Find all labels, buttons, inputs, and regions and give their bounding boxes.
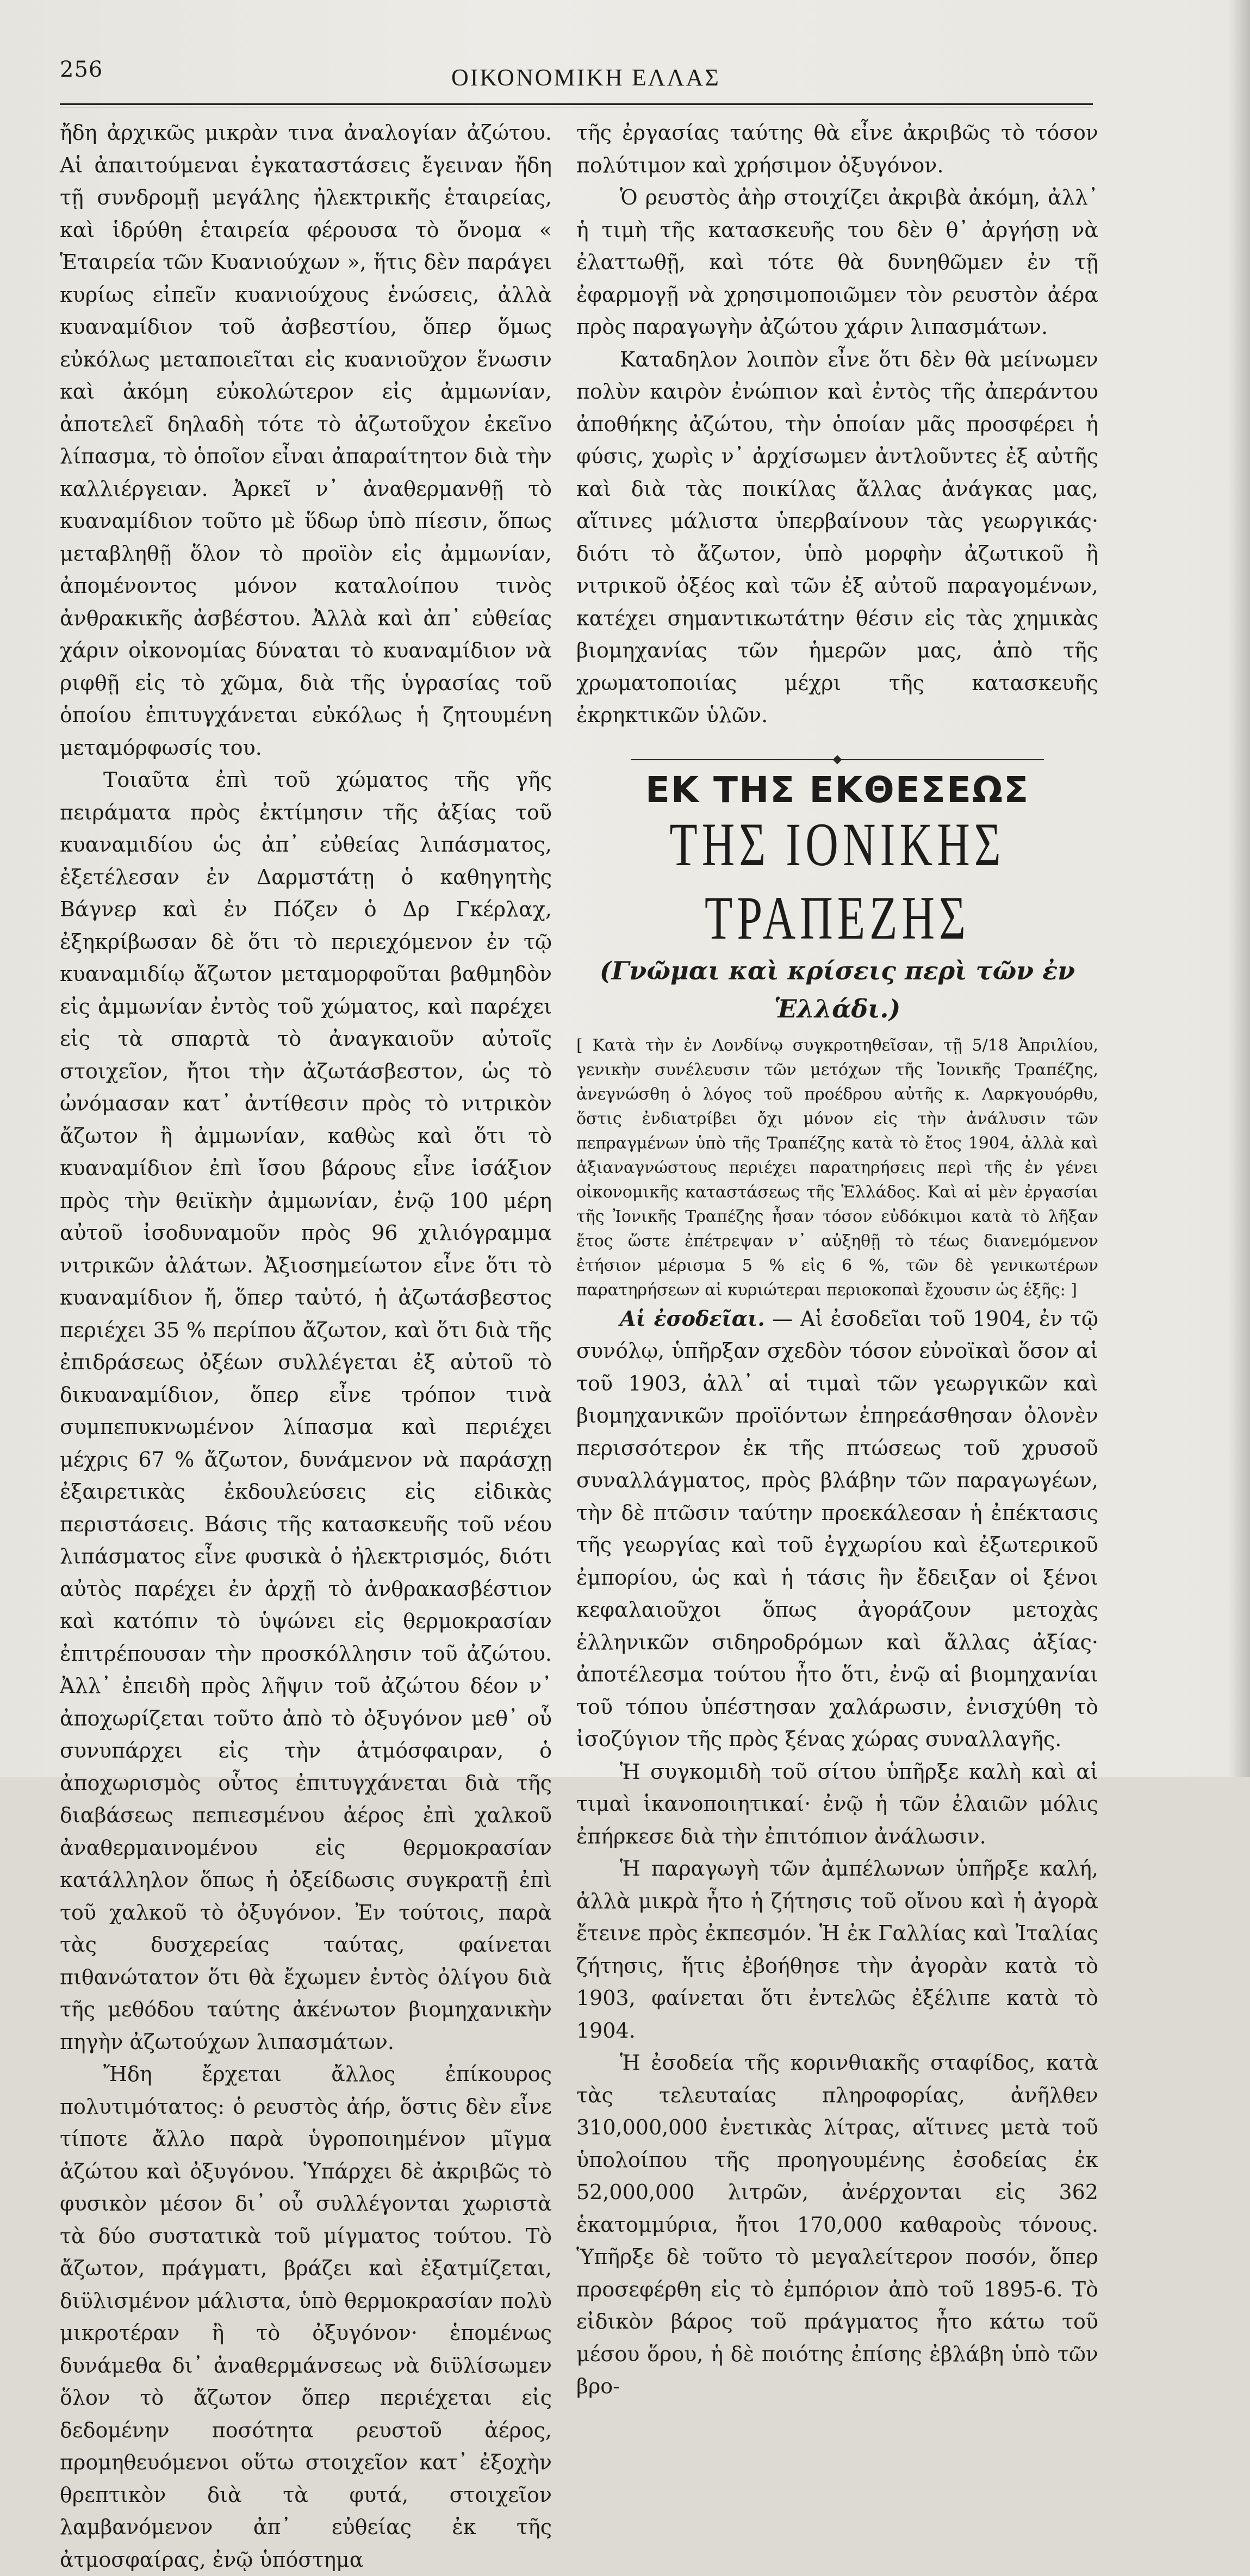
section-divider [631, 759, 1044, 760]
section-subtitle: (Γνῶμαι καὶ κρίσεις περὶ τῶν ἐν Ἑλλάδι.) [599, 955, 1075, 1023]
right-paragraph-1: τῆς ἐργασίας ταύτης θὰ εἶνε ἀκριβῶς τὸ τόσον πολύτιμον καὶ χρήσιμον ὀξυγόνον. [576, 121, 1098, 177]
wheat-paragraph: Ἡ συγκομιδὴ τοῦ σίτου ὑπῆρξε καλὴ καὶ αἱ τιμαὶ ἱκανοποιητικαί· ἐνῷ ἡ τῶν ἐλαιῶν μόλις ἐπήρκεσε διὰ τὴν ἐπιτόπιον ἀνάλωσιν. [576, 1759, 1098, 1848]
editor-note: [ Κατὰ τὴν ἐν Λονδίνῳ συγκροτηθεῖσαν, τῇ 5/18 Ἀπριλίου, γενικὴν συνέλευσιν τῶν μετόχων τῆς Ἰονικῆς Τραπέζης, ἀνεγνώσθη ὁ λόγος τοῦ προέδρου αὐτῆς κ. Λαρκγουόρθυ, ὅστις ἐνδιατρίβει ὄχι μόνον εἰς τὴν ἀνάλυσιν τῶν πεπραγμένων ὑπὸ τῆς Τραπέζης κατὰ τὸ ἔτος 1904, ἀλλὰ καὶ ἀξιαναγνώστους περιέχει παρατηρήσεις περὶ τῆς ἐν γένει οἰκονομικῆς καταστάσεως τῆς Ἑλλάδος. Καὶ αἱ μὲν ἐργασίαι τῆς Ἰονικῆς Τραπέζης ἦσαν τόσον εὐδόκιμοι κατὰ τὸ λῆξαν ἔτος ὥστε ἐπέτρεψαν ν᾽ αὐξηθῇ τὸ τέως διανεμόμενον ἐτήσιον μέρισμα 5 % εἰς 6 %, τῶν δὲ γενικωτέρων παρατηρήσεων αἱ κυριώτεραι περιοκοπαὶ ἔχουσιν ὡς ἑξῆς: ] [576, 1035, 1098, 1300]
right-paragraph-3: Καταδηλον λοιπὸν εἶνε ὅτι δὲν θὰ μείνωμεν πολὺν καιρὸν ἐνώπιον καὶ ἐντὸς τῆς ἀπεράντου ἀποθήκης ἀζώτου, τὴν ὁποίαν μᾶς προσφέρει ἡ φύσις, χωρὶς ν᾽ ἀρχίσωμεν ἀντλοῦντες ἐξ αὐτῆς καὶ διὰ τὰς ποικίλας ἄλλας ἀνάγκας μας, αἵτινες μάλιστα ὑπερβαίνουν τὰς γεωργικάς· διότι τὸ ἄζωτον, ὑπὸ μορφὴν ἀζωτικοῦ ἢ νιτρικοῦ ὀξέος καὶ τῶν ἐξ αὐτοῦ παραγομένων, κατέχει σημαντικωτάτην θέσιν εἰς τὰς χημικὰς βιομηχανίας τῶν ἡμερῶν μας, ἀπὸ τῆς χρωματοποιίας μέχρι τῆς κατασκευῆς ἐκρηκτικῶν ὑλῶν. [576, 347, 1098, 727]
section-title: ΕΚ ΤΗΣ ΕΚΘΕΣΕΩΣ [645, 768, 1030, 811]
page-header [60, 52, 1093, 95]
harvests-text: — Αἱ ἐσοδεῖαι τοῦ 1904, ἐν τῷ συνόλῳ, ὑπῆρξαν σχεδὸν τόσον εὐνοϊκαὶ ὅσον αἱ τοῦ 1903, ἀλλ᾽ αἱ τιμαὶ τῶν γεωργικῶν καὶ βιομηχανικῶν προϊόντων ἐπηρεάσθησαν ὀλονὲν περισσότερον ἐκ τῆς πτώσεως τοῦ χρυσοῦ συναλλάγματος, πρὸς βλάβην τῶν παραγωγέων, τὴν δὲ πτῶσιν ταύτην προεκάλεσαν ἡ ἐπέκτασις τῆς γεωργίας καὶ τοῦ ἐγχωρίου καὶ ἐξωτερικοῦ ἐμπορίου, ὡς καὶ ἡ τάσις ἣν ἔδειξαν οἱ ξένοι κεφαλαιοῦχοι ὅπως ἀγοράζουν μετοχὰς ἑλληνικῶν σιδηροδρόμων καὶ ἄλλας ἀξίας· ἀποτέλεσμα τούτου ἦτο ὅτι, ἐνῷ αἱ βιομηχανίαι τοῦ τόπου ὑπέστησαν χαλάρωσιν, ἐνισχύθη τὸ ἰσοζύγιον τῆς πρὸς ξένας χώρας συναλλαγῆς. [576, 1306, 1098, 1751]
left-paragraph-2: Τοιαῦτα ἐπὶ τοῦ χώματος τῆς γῆς πειράματα πρὸς ἐκτίμησιν τῆς ἀξίας τοῦ κυαναμιδίου ὡς ἀπ᾽ εὐθείας λιπάσματος, ἐξετέλεσαν ἐν Δαρμστάτῃ ὁ καθηγητὴς Βάγνερ καὶ ἐν Πόζεν ὁ Δρ Γκέρλαχ, ἐξηκρίβωσαν δὲ ὅτι τὸ περιεχόμενον ἐν τῷ κυαναμιδίῳ ἄζωτον μεταμορφοῦται βαθμηδὸν εἰς ἀμμωνίαν ἐντὸς τοῦ χώματος, καὶ παρέχει εἰς τὰ σπαρτὰ τὸ ἀναγκαιοῦν αὐτοῖς στοιχεῖον, ἤτοι τὴν ἀζωτάσβεστον, ὡς τὸ ὠνόμασαν κατ᾽ ἀντίθεσιν πρὸς τὸ νιτρικὸν ἄζωτον ἢ ἀμμωνίαν, καθὼς καὶ ὅτι τὸ κυαναμίδιον ἐπὶ ἴσου βάρους εἶνε ἰσάξιον πρὸς τὴν θειϊκὴν ἀμμωνίαν, ἐνῷ 100 μέρη αὐτοῦ ἰσοδυναμοῦν πρὸς 96 χιλιόγραμμα νιτρικῶν ἀλάτων. Ἀξιοσημείωτον εἶνε ὅτι τὸ κυαναμίδιον ἤ, ὅπερ ταὐτό, ἡ ἀζωτάσβεστος περιέχει 35 % περίπου ἄζωτον, καὶ ὅτι διὰ τῆς ἐπιδράσεως ὀξέων συλλέγεται ἐξ αὐτοῦ τὸ δικυαναμίδιον, ὅπερ εἶνε τρόπον τινὰ συμπεπυκνωμένον λίπασμα καὶ περιέχει μέχρις 67 % ἄζωτον, δυνάμενον νὰ παράσχῃ ἐξαιρετικὰς ἐκδουλεύσεις εἰς εἰδικὰς περιστάσεις. Βάσις τῆς κατασκευῆς τοῦ νέου λιπάσματος εἶνε φυσικὰ ὁ ἠλεκτρισμός, διότι αὐτὸς παρέχει ἐν ἀρχῇ τὸ ἀνθρακασβέστιον καὶ κατόπιν τὸ ὑψώνει εἰς θερμοκρασίαν ἐπιτρέπουσαν τὴν προσκόλλησιν τοῦ ἀζώτου. Ἀλλ᾽ ἐπειδὴ πρὸς λῆψιν τοῦ ἀζώτου δέον ν᾽ ἀποχωρίζεται τοῦτο ἀπὸ τὸ ὀξυγόνον μεθ᾽ οὗ συνυπάρχει εἰς τὴν ἀτμόσφαιραν, ὁ ἀποχωρισμὸς οὗτος ἐπιτυγχάνεται διὰ τῆς διαβάσεως πεπιεσμένου ἀέρος ἐπὶ χαλκοῦ ἀναθερμαινομένου εἰς θερμοκρασίαν κατάλληλον ὅπως ἡ ὀξείδωσις συγκρατῇ ἐπὶ τοῦ χαλκοῦ τὸ ὀξυγόνον. Ἐν τούτοις, παρὰ τὰς δυσχερείας ταύτας, φαίνεται πιθανώτατον ὅτι θὰ ἔχωμεν ἐντὸς ὀλίγου διὰ τῆς μεθόδου ταύτης ἀκένωτον βιομηχανικὴν πηγὴν ἀζωτούχων λιπασμάτων. [60, 768, 552, 2054]
right-paragraph-2: Ὁ ρευστὸς ἀὴρ στοιχίζει ἀκριβὰ ἀκόμη, ἀλλ᾽ ἡ τιμὴ τῆς κατασκευῆς του δὲν θ᾽ ἀργήσῃ νὰ ἐλαττωθῇ, καὶ τότε θὰ δυνηθῶμεν ἐν τῇ ἐφαρμογῇ νὰ χρησιμοποιῶμεν τὸν ρευστὸν ἀέρα πρὸς παραγωγὴν ἀζώτου χάριν λιπασμάτων. [576, 185, 1098, 339]
section-title-banner: ΤΗΣ ΙΟΝΙΚΗΣ ΤΡΑΠΕΖΗΣ [669, 810, 1005, 953]
right-column [576, 117, 1098, 2403]
harvests-lead: Αἱ ἐσοδεῖαι. [620, 1306, 765, 1331]
harvests-paragraph [576, 1302, 1098, 1756]
page-number: 256 [60, 57, 103, 82]
wine-paragraph: Ἡ παραγωγὴ τῶν ἀμπέλωνων ὑπῆρξε καλή, ἀλλὰ μικρὰ ἦτο ἡ ζήτησις τοῦ οἴνου καὶ ἡ ἀγορὰ ἔτεινε πρὸς ἐκπεσμόν. Ἡ ἐκ Γαλλίας καὶ Ἰταλίας ζήτησις, ἥτις ἐβοήθησε τὴν ἀγορὰν κατὰ τὸ 1903, φαίνεται ὅτι ἐντελῶς ἐξέλιπε κατὰ τὸ 1904. [576, 1857, 1098, 2043]
header-rule [60, 103, 1093, 105]
left-column [60, 117, 552, 2576]
page-edge-shadow [1228, 0, 1250, 1777]
left-paragraph-1: ἤδη ἀρχικῶς μικρὰν τινα ἀναλογίαν ἀζώτου. Αἱ ἀπαιτούμεναι ἐγκαταστάσεις ἔγειναν ἤδη τῇ συνδρομῇ μεγάλης ἠλεκτρικῆς ἑταιρείας, καὶ ἱδρύθη ἑταιρεία φέρουσα τὸ ὄνομα « Ἑταιρεία τῶν Κυανιούχων », ἥτις δὲν παράγει κυρίως εἰπεῖν κυανιούχους ἑνώσεις, ἀλλὰ κυαναμίδιον τοῦ ἀσβεστίου, ὅπερ ὅμως εὐκόλως μεταποιεῖται εἰς κυανιοῦχον ἕνωσιν καὶ ἀκόμη εὐκολώτερον εἰς ἀμμωνίαν, ἀποτελεῖ δηλαδὴ τότε τὸ ἀζωτοῦχον ἐκεῖνο λίπασμα, τὸ ὁποῖον εἶναι ἀπαραίτητον διὰ τὴν καλλιέργειαν. Ἀρκεῖ ν᾽ ἀναθερμανθῇ τὸ κυαναμίδιον τοῦτο μὲ ὕδωρ ὑπὸ πίεσιν, ὅπως μεταβληθῇ ὅλον τὸ προϊὸν εἰς ἀμμωνίαν, ἀπομένοντος μόνον καταλοίπου τινὸς ἀνθρακικῆς ἀσβέστου. Ἀλλὰ καὶ ἀπ᾽ εὐθείας χάριν οἰκονομίας δύναται τὸ κυαναμίδιον νὰ ριφθῇ εἰς τὸ χῶμα, διὰ τῆς ὑγρασίας τοῦ ὁποίου ἐπιτυγχάνεται εὐκόλως ἡ ζητουμένη μεταμόρφωσίς του. [60, 121, 552, 760]
left-paragraph-3: Ἤδη ἔρχεται ἄλλος ἐπίκουρος πολυτιμότατος: ὁ ρευστὸς ἀήρ, ὅστις δὲν εἶνε τίποτε ἄλλο παρὰ ὑγροποιημένον μῖγμα ἀζώτου καὶ ὀξυγόνου. Ὑπάρχει δὲ ἀκριβῶς τὸ φυσικὸν μέσον δι᾽ οὗ συλλέγονται χωριστὰ τὰ δύο συστατικὰ τοῦ μίγματος τούτου. Τὸ ἄζωτον, πράγματι, βράζει καὶ ἐξατμίζεται, διϋλισμένον μάλιστα, ὑπὸ θερμοκρασίαν πολὺ μικροτέραν ἢ τὸ ὀξυγόνον· ἑπομένως δυνάμεθα δι᾽ ἀναθερμάνσεως νὰ διϋλίσωμεν ὅλον τὸ ἄζωτον ὅπερ περιέχεται εἰς δεδομένην ποσότητα ρευστοῦ ἀέρος, προμηθευόμενοι οὕτω στοιχεῖον κατ᾽ ἐξοχὴν θρεπτικὸν διὰ τὰ φυτά, στοιχεῖον λαμβανόμενον ἀπ᾽ εὐθείας ἐκ τῆς ἀτμοσφαίρας, ἐνῷ ὑπόστημα [60, 2062, 552, 2572]
running-title: ΟΙΚΟΝΟΜΙΚΗ ΕΛΛΑΣ [451, 64, 720, 91]
currant-paragraph: Ἡ ἐσοδεία τῆς κορινθιακῆς σταφίδος, κατὰ τὰς τελευταίας πληροφορίας, ἀνῆλθεν 310,000,000 ἐνετικὰς λίτρας, αἵτινες μετὰ τοῦ ὑπολοίπου τῆς προηγουμένης ἐσοδείας ἐκ 52,000,000 λιτρῶν, ἀνέρχονται εἰς 362 ἑκατομμύρια, ἤτοι 170,000 καθαροὺς τόνους. Ὑπῆρξε δὲ τοῦτο τὸ μεγαλείτερον ποσόν, ὅπερ προσεφέρθη εἰς τὸ ἐμπόριον ἀπὸ τοῦ 1895-6. Τὸ εἰδικὸν βάρος τοῦ πράγματος ἦτο κάτω τοῦ μέσου ὅρου, ἡ δὲ ποιότης ἐπίσης ἐβλάβη ὑπὸ τῶν βρο- [576, 2051, 1098, 2398]
